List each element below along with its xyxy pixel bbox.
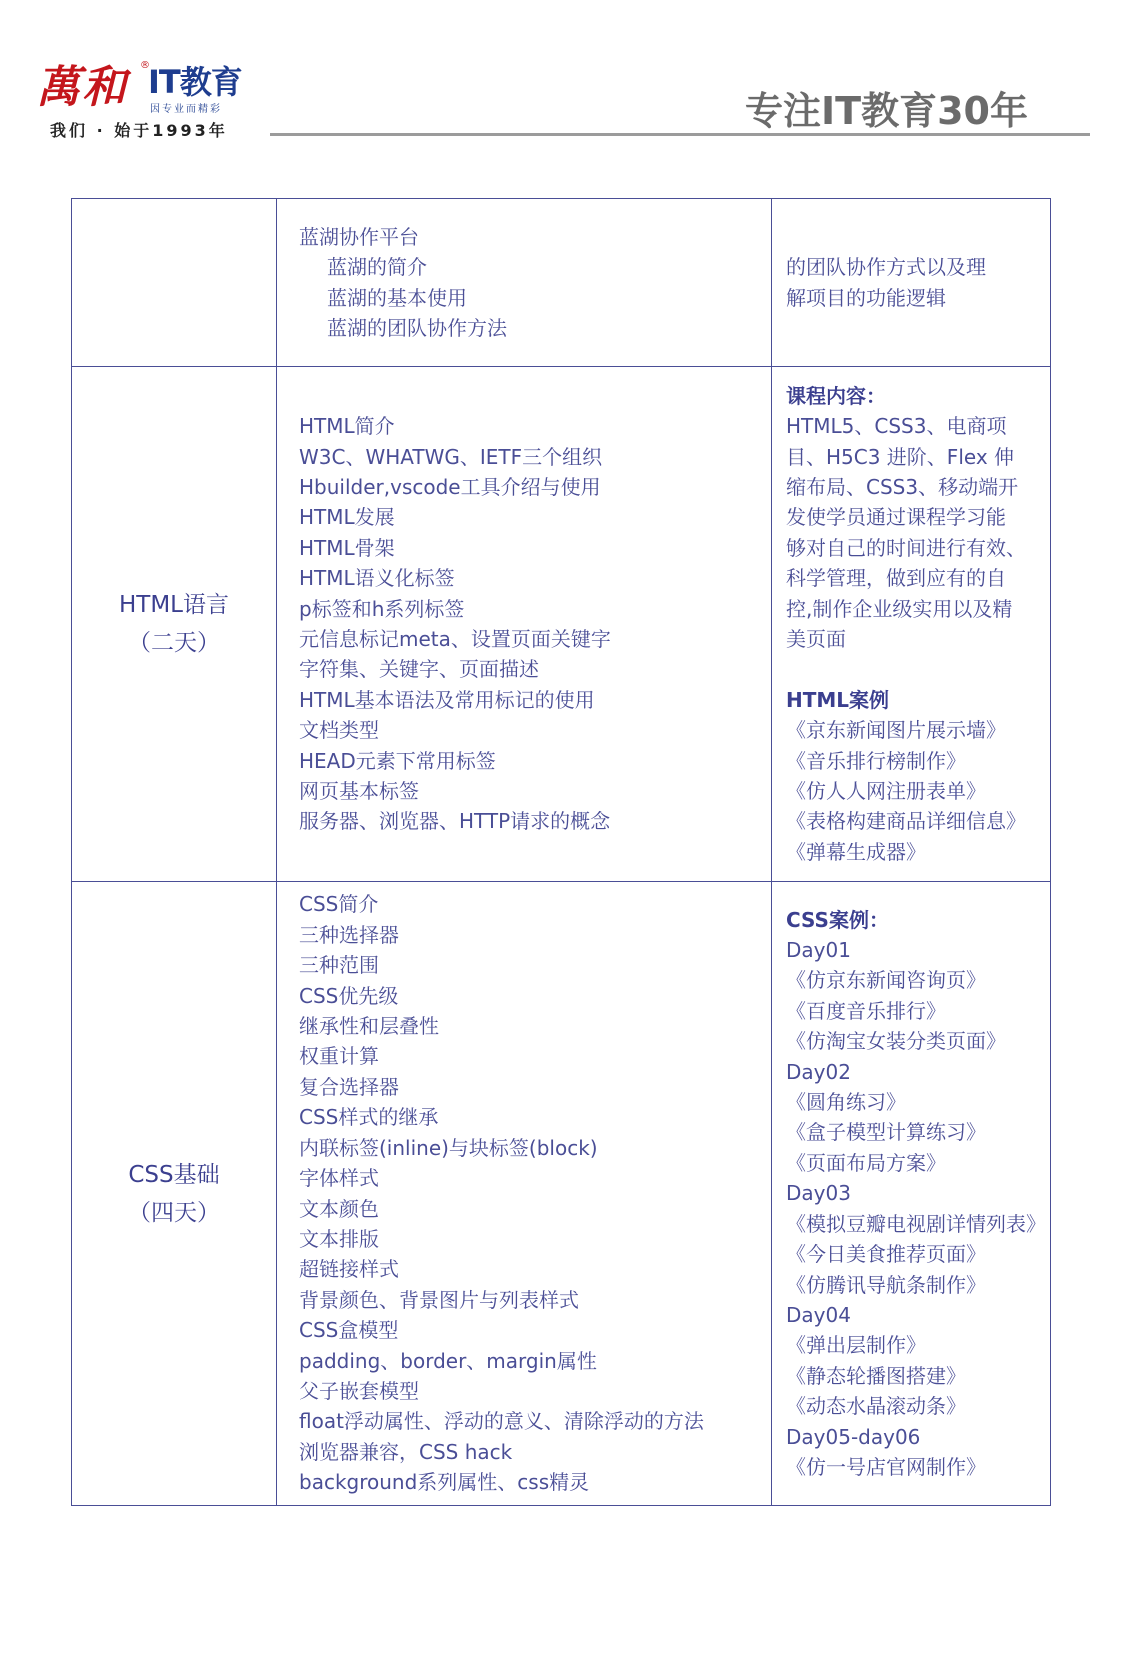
notes-line: 《圆角练习》: [786, 1090, 906, 1115]
topic-item: 三种选择器: [299, 922, 399, 947]
module-cell: [72, 882, 277, 1506]
notes-line: 解项目的功能逻辑: [786, 285, 946, 310]
table-row: [72, 199, 1051, 367]
topic-item: 蓝湖协作平台: [299, 224, 419, 249]
notes-line: 《仿京东新闻咨询页》: [786, 968, 986, 993]
notes-line: Day03: [786, 1181, 851, 1206]
logo-tagline: 我们 · 始于1993年: [50, 121, 228, 140]
topic-item: HTML简介: [299, 414, 395, 439]
notes-line: 缩布局、CSS3、移动端开: [786, 474, 1019, 499]
module-cell: [72, 367, 277, 882]
topic-item: 文本颜色: [299, 1196, 379, 1221]
topic-item: 字体样式: [299, 1166, 379, 1191]
topics-cell: [277, 199, 772, 367]
topic-item: 浏览器兼容，CSS hack: [299, 1439, 513, 1464]
topics-cell: [277, 882, 772, 1506]
brand-logo: [36, 56, 266, 140]
topic-item: p标签和h系列标签: [299, 596, 465, 621]
topic-item: 服务器、浏览器、HTTP请求的概念: [299, 809, 611, 834]
course-table: [71, 198, 1051, 1506]
topic-item: CSS优先级: [299, 983, 399, 1008]
notes-line: 的团队协作方式以及理: [786, 255, 986, 280]
notes-line: 《模拟豆瓣电视剧详情列表》: [786, 1211, 1046, 1236]
topic-item: background系列属性、css精灵: [299, 1470, 590, 1495]
notes-line: 《动态水晶滚动条》: [786, 1394, 966, 1419]
topic-item: 权重计算: [299, 1044, 379, 1069]
notes-line: 《仿人人网注册表单》: [786, 779, 986, 804]
module-title-line: （四天）: [128, 1199, 220, 1226]
notes-line: 发使学员通过课程学习能: [786, 505, 1006, 530]
topic-item: 蓝湖的简介: [327, 255, 427, 280]
topic-item: 蓝湖的基本使用: [327, 285, 467, 310]
topic-item: 字符集、关键字、页面描述: [299, 657, 539, 682]
notes-line: Day04: [786, 1302, 851, 1327]
topic-item: 网页基本标签: [299, 779, 419, 804]
topic-item: 三种范围: [299, 953, 379, 978]
header-slogan: 专注IT教育30年: [745, 89, 1028, 133]
topic-item: 背景颜色、背景图片与列表样式: [299, 1287, 579, 1312]
notes-line: 《弹幕生成器》: [786, 839, 926, 864]
notes-line: 目、H5C3 进阶、Flex 伸: [786, 444, 1015, 469]
topic-item: 复合选择器: [299, 1074, 399, 1099]
notes-cell: [772, 882, 1051, 1506]
topics-cell: [277, 367, 772, 882]
topic-item: 元信息标记meta、设置页面关键字: [299, 627, 611, 651]
notes-line: Day01: [786, 938, 851, 963]
notes-line: 控,制作企业级实用以及精: [786, 596, 1013, 621]
notes-line: 《音乐排行榜制作》: [786, 748, 966, 773]
topic-item: W3C、WHATWG、IETF三个组织: [299, 444, 603, 469]
logo-brand-mark: 萬和: [36, 62, 128, 113]
topic-item: 超链接样式: [299, 1257, 399, 1282]
notes-line: 《京东新闻图片展示墙》: [786, 718, 1006, 743]
topic-item: Hbuilder,vscode工具介绍与使用: [299, 474, 601, 499]
topic-item: HTML基本语法及常用标记的使用: [299, 687, 595, 712]
topic-item: HEAD元素下常用标签: [299, 748, 496, 773]
topic-item: padding、border、margin属性: [299, 1348, 597, 1373]
topic-item: HTML骨架: [299, 535, 395, 560]
logo-subtitle: 因专业而精彩: [150, 104, 222, 115]
module-title-line: HTML语言: [118, 592, 229, 618]
notes-line: 《表格构建商品详细信息》: [786, 809, 1026, 834]
notes-heading: 课程内容：: [786, 383, 886, 408]
notes-cell: [772, 199, 1051, 367]
topic-item: 内联标签(inline)与块标签(block): [299, 1135, 598, 1160]
notes-line: 《页面布局方案》: [786, 1150, 946, 1175]
topic-item: 父子嵌套模型: [299, 1378, 419, 1403]
topic-item: CSS盒模型: [299, 1318, 399, 1343]
notes-line: 《今日美食推荐页面》: [786, 1242, 986, 1267]
notes-line: 够对自己的时间进行有效、: [786, 535, 1026, 560]
notes-heading: CSS案例：: [786, 907, 889, 932]
notes-line: 《仿一号店官网制作》: [786, 1454, 986, 1479]
notes-line: 《仿淘宝女装分类页面》: [786, 1029, 1006, 1054]
notes-line: 《盒子模型计算练习》: [786, 1120, 986, 1145]
notes-line: 《百度音乐排行》: [786, 998, 946, 1023]
topic-item: float浮动属性、浮动的意义、清除浮动的方法: [299, 1409, 704, 1434]
notes-line: 《仿腾讯导航条制作》: [786, 1272, 986, 1297]
notes-line: 美页面: [786, 627, 846, 651]
module-title-line: （二天）: [128, 630, 220, 656]
topic-item: 继承性和层叠性: [299, 1014, 439, 1039]
notes-line: 《弹出层制作》: [786, 1333, 926, 1358]
table-row: [72, 882, 1051, 1506]
notes-line: HTML5、CSS3、电商项: [786, 414, 1007, 439]
module-title-line: CSS基础: [128, 1161, 220, 1188]
topic-item: 蓝湖的团队协作方法: [327, 315, 507, 340]
module-cell: [72, 199, 277, 367]
notes-heading: HTML案例: [786, 687, 890, 712]
topic-item: 文档类型: [299, 718, 379, 743]
notes-line: Day05-day06: [786, 1424, 921, 1449]
topic-item: HTML发展: [299, 505, 395, 530]
registered-mark: ®: [140, 60, 150, 71]
topic-item: HTML语义化标签: [299, 566, 455, 591]
header-divider: [270, 133, 1090, 136]
table-row: [72, 367, 1051, 882]
notes-spacer: [786, 654, 1050, 684]
notes-line: 科学管理，做到应有的自: [786, 566, 1006, 591]
topic-item: CSS简介: [299, 892, 379, 917]
notes-cell: [772, 367, 1051, 882]
logo-it-education: IT教育: [148, 63, 242, 101]
notes-line: Day02: [786, 1059, 851, 1084]
topic-item: CSS样式的继承: [299, 1105, 439, 1130]
notes-line: 《静态轮播图搭建》: [786, 1363, 966, 1388]
topic-item: 文本排版: [299, 1226, 379, 1251]
